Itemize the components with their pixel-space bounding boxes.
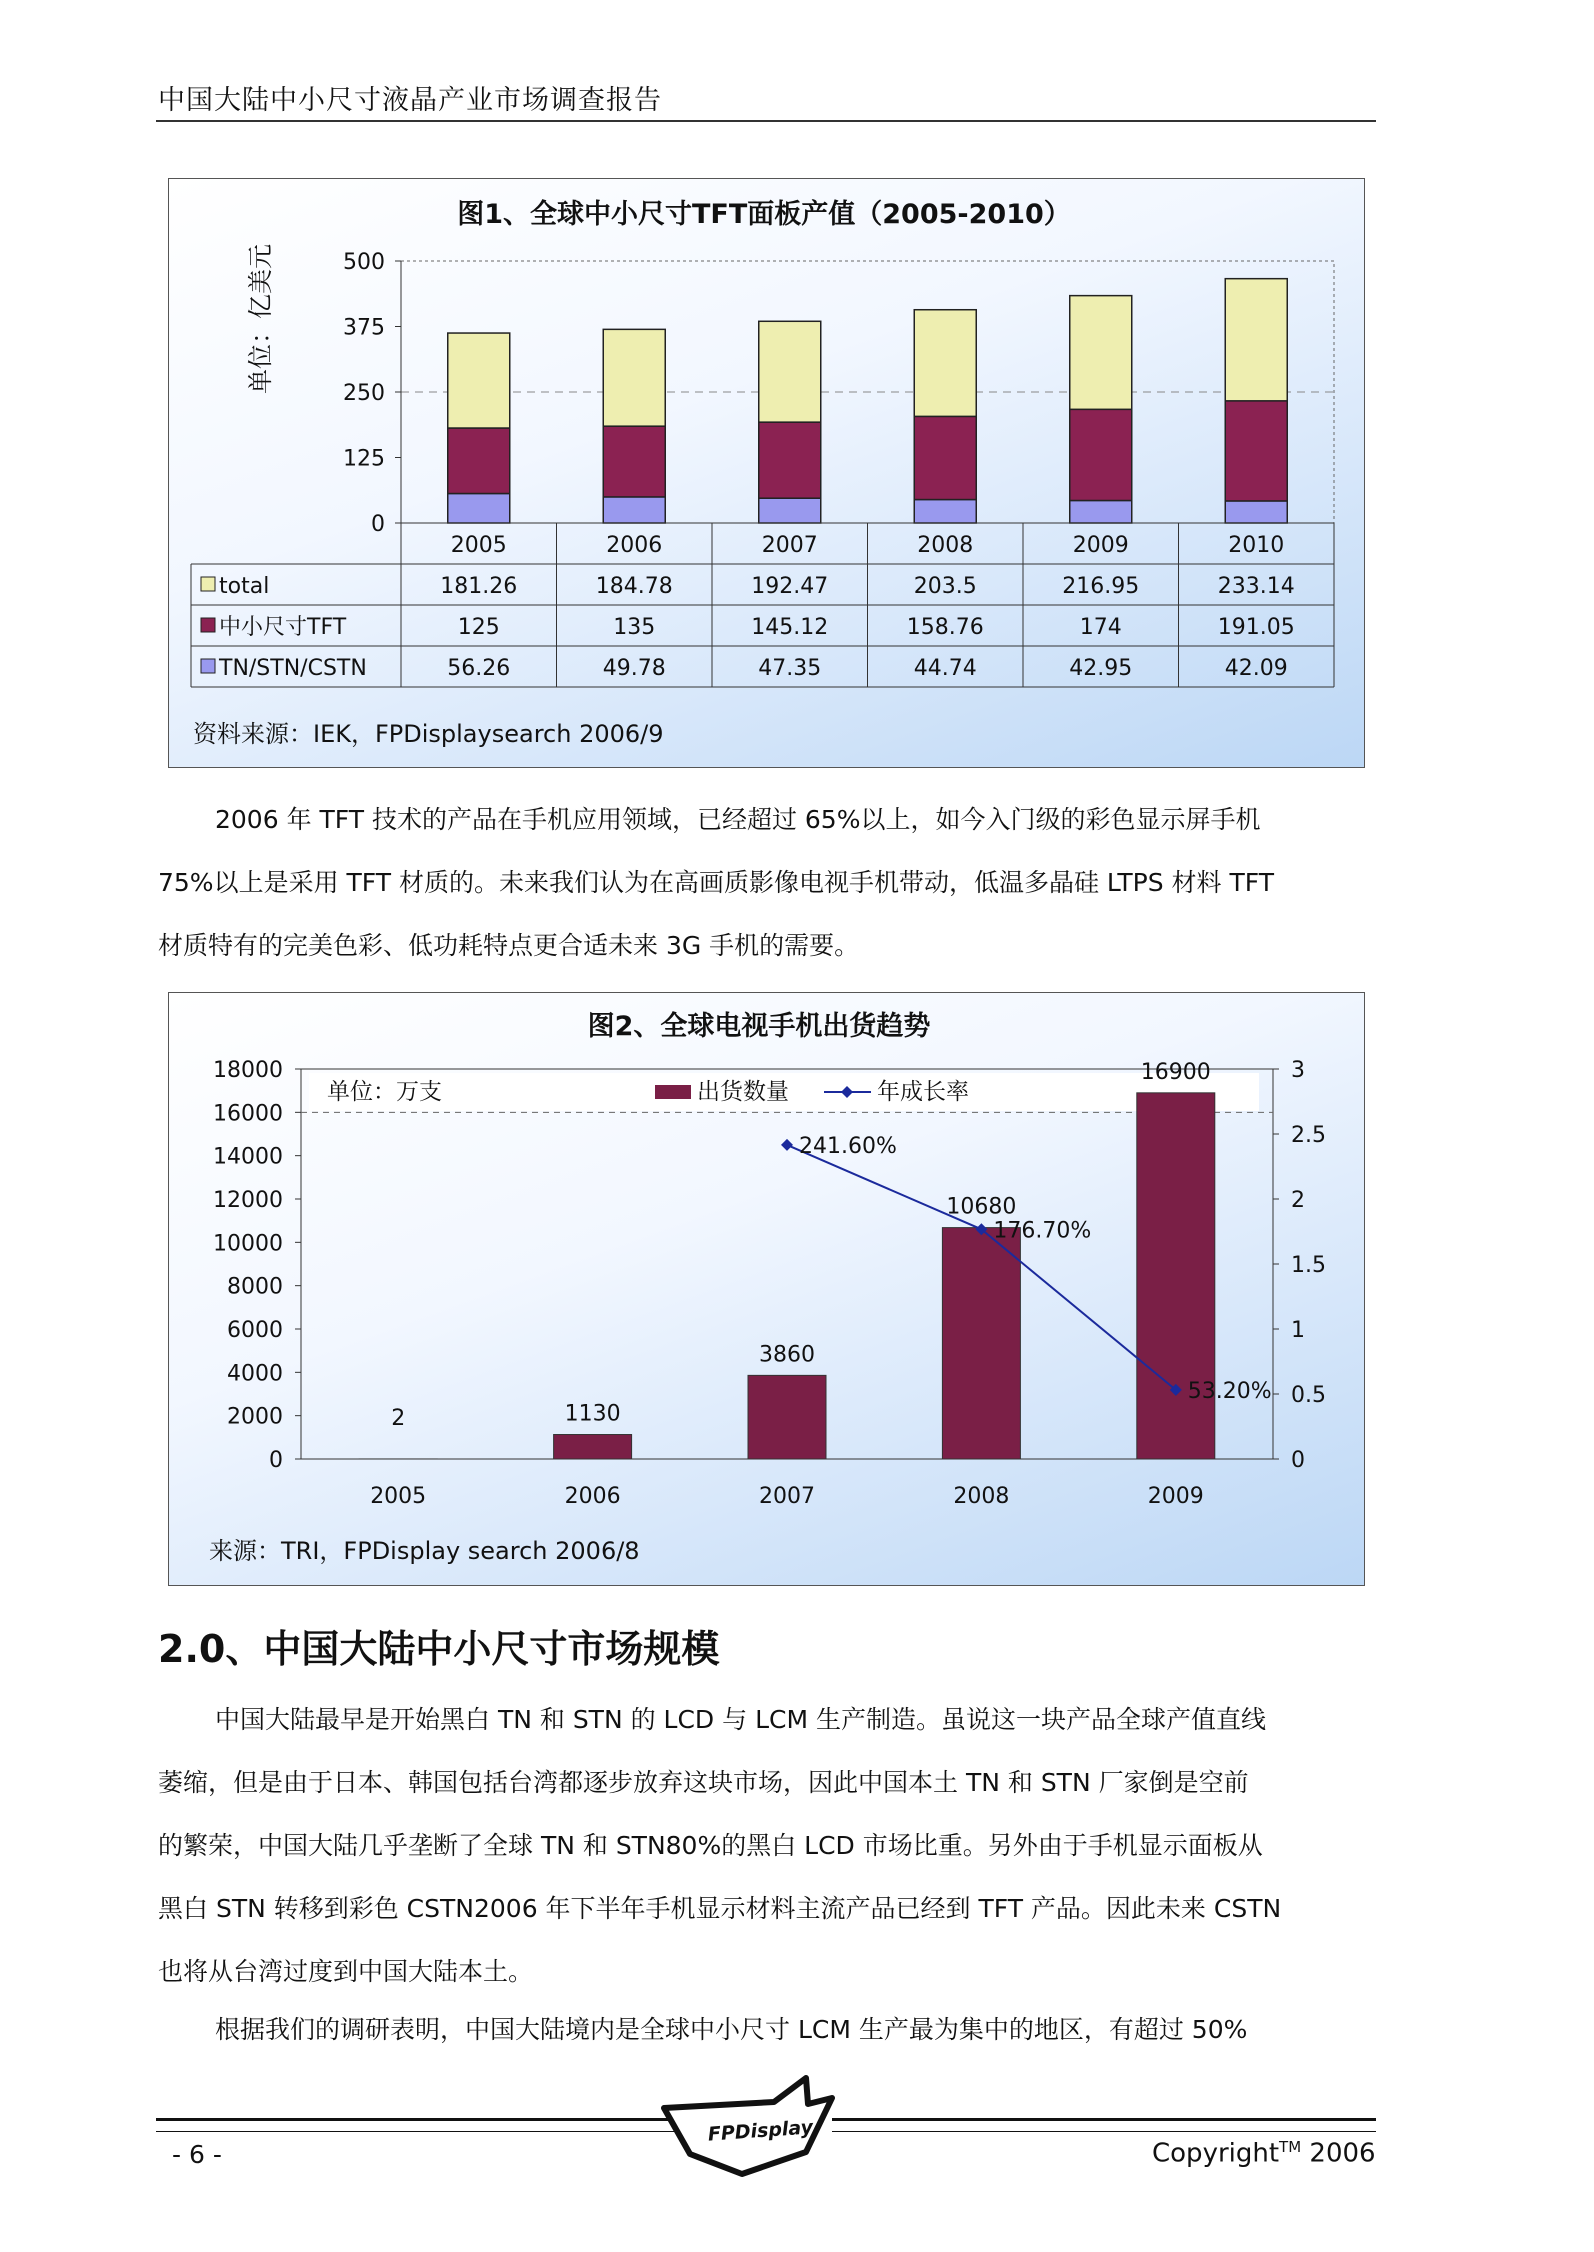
table-cell: 158.76: [906, 615, 984, 640]
x-category-label: 2007: [759, 1484, 815, 1509]
y-tick-label: 14000: [213, 1144, 283, 1170]
bar-value-label: 16900: [1140, 1059, 1211, 1085]
bar-segment: [603, 329, 665, 426]
table-cell: 145.12: [751, 615, 829, 640]
y2-tick-label: 2: [1291, 1188, 1305, 1213]
bar: [554, 1435, 632, 1459]
table-cell: 216.95: [1062, 574, 1140, 599]
figure-2-unit-label: 单位：万支: [327, 1079, 442, 1105]
table-row-label: total: [219, 574, 270, 599]
figure-2-svg: [169, 993, 1366, 1587]
legend-bar-swatch: [655, 1085, 691, 1099]
bar-segment: [914, 500, 976, 523]
y2-tick-label: 0: [1291, 1448, 1305, 1473]
table-cell: 192.47: [751, 574, 829, 599]
copyright-text: Copyright: [1152, 2138, 1280, 2169]
table-cell: 44.74: [913, 656, 977, 681]
figure-2-title: 图2、全球电视手机出货趋势: [587, 1011, 931, 1042]
table-cell: 184.78: [595, 574, 673, 599]
paragraph-line: 萎缩，但是由于日本、韩国包括台湾都逐步放弃这块市场，因此中国本土 TN 和 STN 厂家倒是空前: [158, 1768, 1249, 1797]
figure-2-chart: [168, 992, 1365, 1586]
table-cell: 174: [1079, 615, 1122, 640]
table-cell: 135: [613, 615, 656, 640]
bar-segment: [1070, 296, 1132, 410]
legend-bars-label: 出货数量: [697, 1079, 789, 1105]
bar-segment: [1070, 409, 1132, 500]
section-heading: 2.0、中国大陆中小尺寸市场规模: [158, 1627, 720, 1671]
x-category-label: 2008: [953, 1484, 1010, 1509]
table-cell: 47.35: [758, 656, 822, 681]
table-cell: 42.09: [1224, 656, 1288, 681]
bar-segment: [759, 498, 821, 523]
table-cell: 203.5: [913, 574, 977, 599]
y-tick-label: 4000: [227, 1361, 283, 1387]
bar-segment: [1225, 401, 1287, 501]
bar-segment: [448, 494, 510, 523]
bar: [942, 1228, 1020, 1459]
logo-text: FPDisplay: [707, 2116, 814, 2146]
paragraph-2: [158, 1688, 1376, 2003]
figure-1-chart: [168, 178, 1365, 768]
y-tick-label: 2000: [227, 1404, 283, 1430]
page-number: - 6 -: [172, 2140, 222, 2169]
figure-2-source: 来源：TRI，FPDisplay search 2006/8: [209, 1537, 640, 1565]
x-category-label: 2006: [606, 533, 663, 558]
paragraph-line: 也将从台湾过度到中国大陆本土。: [158, 1957, 534, 1986]
x-category-label: 2008: [917, 533, 974, 558]
bar-value-label: 1130: [564, 1401, 621, 1427]
legend-swatch: [201, 659, 215, 673]
table-row-label: TN/STN/CSTN: [219, 656, 367, 681]
paragraph-line: 的繁荣，中国大陆几乎垄断了全球 TN 和 STN80%的黑白 LCD 市场比重。另外由于手机显示面板从: [158, 1831, 1263, 1860]
table-cell: 49.78: [602, 656, 666, 681]
bar-segment: [1070, 500, 1132, 523]
y-tick-label: 125: [343, 446, 385, 472]
figure-1-title: 图1、全球中小尺寸TFT面板产值（2005-2010）: [457, 199, 1071, 230]
bar-segment: [603, 426, 665, 497]
table-cell: 181.26: [440, 574, 518, 599]
y-tick-label: 0: [371, 512, 385, 537]
y-tick-label: 8000: [227, 1274, 283, 1300]
x-category-label: 2005: [370, 1484, 427, 1509]
growth-point: [781, 1139, 793, 1151]
paragraph-line: 75%以上是采用 TFT 材质的。未来我们认为在高画质影像电视手机带动，低温多晶硅 LTPS 材料 TFT: [158, 868, 1274, 897]
y-tick-label: 6000: [227, 1318, 283, 1343]
table-cell: 56.26: [447, 656, 511, 681]
paragraph-line: 2006 年 TFT 技术的产品在手机应用领域，已经超过 65%以上，如今入门级的彩色显示屏手机: [215, 805, 1261, 834]
y2-tick-label: 2.5: [1291, 1123, 1326, 1148]
x-category-label: 2010: [1228, 533, 1285, 558]
table-cell: 125: [457, 615, 500, 640]
y2-tick-label: 1: [1291, 1318, 1305, 1343]
bar: [748, 1375, 826, 1459]
table-cell: 42.95: [1069, 656, 1133, 681]
bar-value-label: 3860: [759, 1342, 815, 1368]
y-tick-label: 12000: [213, 1188, 283, 1213]
legend-swatch: [201, 618, 215, 632]
trademark-mark: TM: [1279, 2138, 1302, 2156]
bar-value-label: 10680: [946, 1194, 1017, 1220]
bar-segment: [1225, 501, 1287, 523]
y-tick-label: 375: [343, 315, 385, 341]
table-cell: 233.14: [1217, 574, 1295, 599]
bar-segment: [448, 428, 510, 494]
y-tick-label: 500: [343, 250, 385, 275]
y2-tick-label: 0.5: [1291, 1383, 1326, 1408]
legend-line-label: 年成长率: [877, 1079, 969, 1105]
x-category-label: 2007: [761, 533, 818, 558]
table-row-label: 中小尺寸TFT: [219, 615, 347, 640]
y2-tick-label: 1.5: [1291, 1253, 1326, 1278]
growth-label: 241.60%: [799, 1133, 897, 1159]
paragraph-line: 根据我们的调研表明，中国大陆境内是全球中小尺寸 LCM 生产最为集中的地区，有超过 50%: [215, 2015, 1248, 2044]
fpdisplay-logo: [656, 2074, 846, 2178]
figure-1-svg: [169, 179, 1366, 769]
footer-rule-left: [156, 2118, 676, 2132]
paragraph-line: 中国大陆最早是开始黑白 TN 和 STN 的 LCD 与 LCM 生产制造。虽说这一块产品全球产值直线: [215, 1705, 1266, 1734]
page-header: 中国大陆中小尺寸液晶产业市场调查报告: [158, 85, 662, 116]
paragraph-line: 黑白 STN 转移到彩色 CSTN2006 年下半年手机显示材料主流产品已经到 TFT 产品。因此未来 CSTN: [158, 1894, 1282, 1923]
x-category-label: 2006: [564, 1484, 621, 1509]
growth-label: 176.70%: [993, 1218, 1092, 1244]
y-tick-label: 18000: [213, 1058, 283, 1083]
bar-segment: [914, 416, 976, 499]
growth-label: 53.20%: [1187, 1378, 1272, 1404]
copyright: [1152, 2138, 1376, 2169]
bar-segment: [1225, 279, 1287, 401]
figure-1-source: 资料来源：IEK，FPDisplaysearch 2006/9: [193, 720, 664, 748]
x-category-label: 2005: [450, 533, 507, 558]
bar-segment: [914, 310, 976, 417]
paragraph-3: [158, 1998, 1376, 2061]
y-tick-label: 10000: [213, 1231, 283, 1257]
figure-1-unit-label: 单位：亿美元: [246, 243, 275, 395]
paragraph-1: [158, 788, 1376, 977]
y-tick-label: 16000: [213, 1101, 283, 1127]
bar-segment: [603, 497, 665, 523]
bar-segment: [448, 333, 510, 428]
legend-swatch: [201, 577, 215, 591]
y-tick-label: 0: [269, 1448, 283, 1473]
y2-tick-label: 3: [1291, 1058, 1305, 1083]
footer-rule-right: [832, 2118, 1376, 2132]
table-cell: 191.05: [1217, 615, 1295, 640]
copyright-year: 2006: [1301, 2138, 1376, 2169]
x-category-label: 2009: [1147, 1484, 1204, 1509]
paragraph-line: 材质特有的完美色彩、低功耗特点更合适未来 3G 手机的需要。: [158, 931, 860, 960]
bar-value-label: 2: [391, 1406, 406, 1431]
y-tick-label: 250: [343, 381, 385, 406]
bar: [1137, 1093, 1215, 1459]
bar-segment: [759, 321, 821, 422]
header-rule: [156, 120, 1376, 122]
bar-segment: [759, 422, 821, 498]
x-category-label: 2009: [1072, 533, 1129, 558]
